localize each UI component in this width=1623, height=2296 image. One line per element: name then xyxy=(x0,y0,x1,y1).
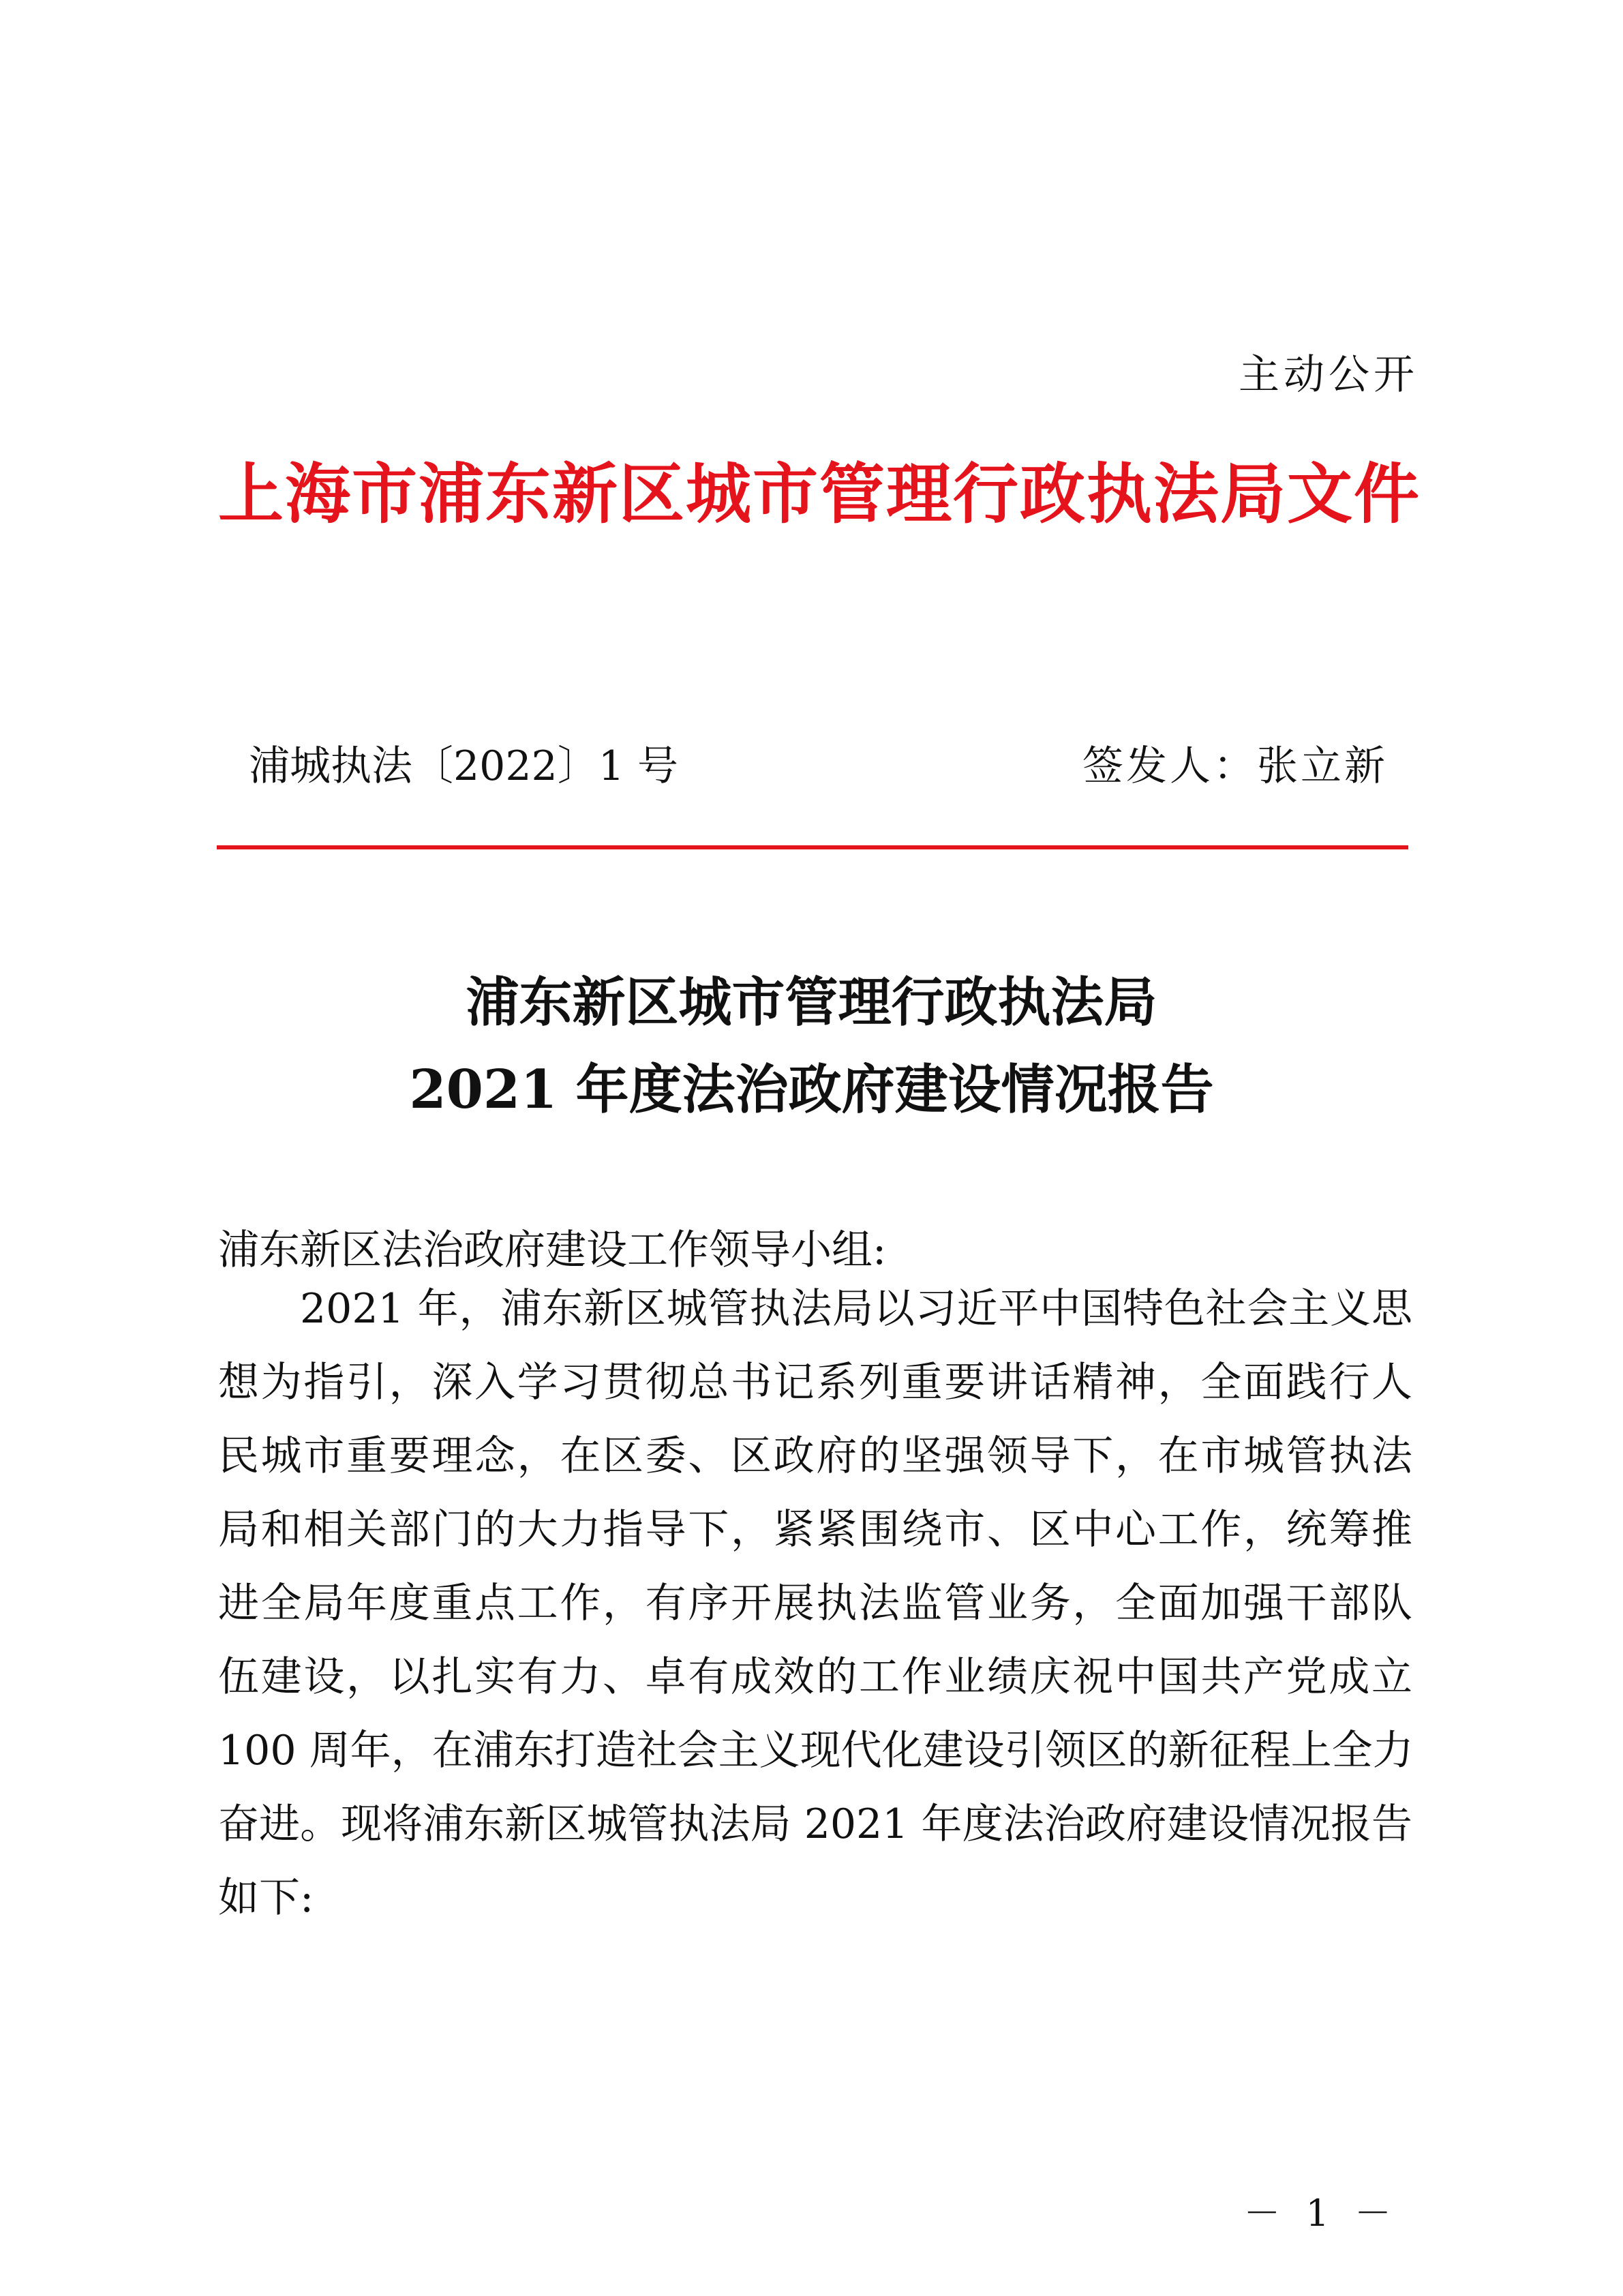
red-divider xyxy=(217,845,1408,849)
paragraph-line: 2021 年，浦东新区城管执法局以习近平中国特色社会主义思 xyxy=(300,1285,1412,1333)
paragraph-line: 进全局年度重点工作，有序开展执法监管业务，全面加强干部队 xyxy=(218,1580,1412,1627)
paragraph-line: 局和相关部门的大力指导下，紧紧围绕市、区中心工作，统筹推 xyxy=(218,1506,1412,1554)
salutation: 浦东新区法治政府建设工作领导小组: xyxy=(218,1226,887,1274)
page-number: － 1 － xyxy=(1243,2192,1398,2235)
paragraph-line: 如下: xyxy=(218,1874,314,1922)
report-title-line-2: 2021 年度法治政府建设情况报告 xyxy=(409,1059,1214,1121)
paragraph-line: 伍建设，以扎实有力、卓有成效的工作业绩庆祝中国共产党成立 xyxy=(218,1653,1412,1701)
paragraph-line: 100 周年，在浦东打造社会主义现代化建设引领区的新征程上全力 xyxy=(218,1727,1414,1774)
signer: 签发人：张立新 xyxy=(1082,742,1388,790)
report-title-line-1: 浦东新区城市管理行政执法局 xyxy=(466,971,1157,1033)
paragraph-line: 奋进。现将浦东新区城管执法局 2021 年度法治政府建设情况报告 xyxy=(218,1800,1412,1848)
issuer-heading: 上海市浦东新区城市管理行政执法局文件 xyxy=(218,455,1421,532)
document-number: 浦城执法〔2022〕1 号 xyxy=(249,742,678,790)
disclosure-label: 主动公开 xyxy=(1239,351,1419,399)
paragraph-line: 民城市重要理念，在区委、区政府的坚强领导下，在市城管执法 xyxy=(218,1432,1412,1480)
paragraph-line: 想为指引，深入学习贯彻总书记系列重要讲话精神，全面践行人 xyxy=(218,1359,1412,1406)
